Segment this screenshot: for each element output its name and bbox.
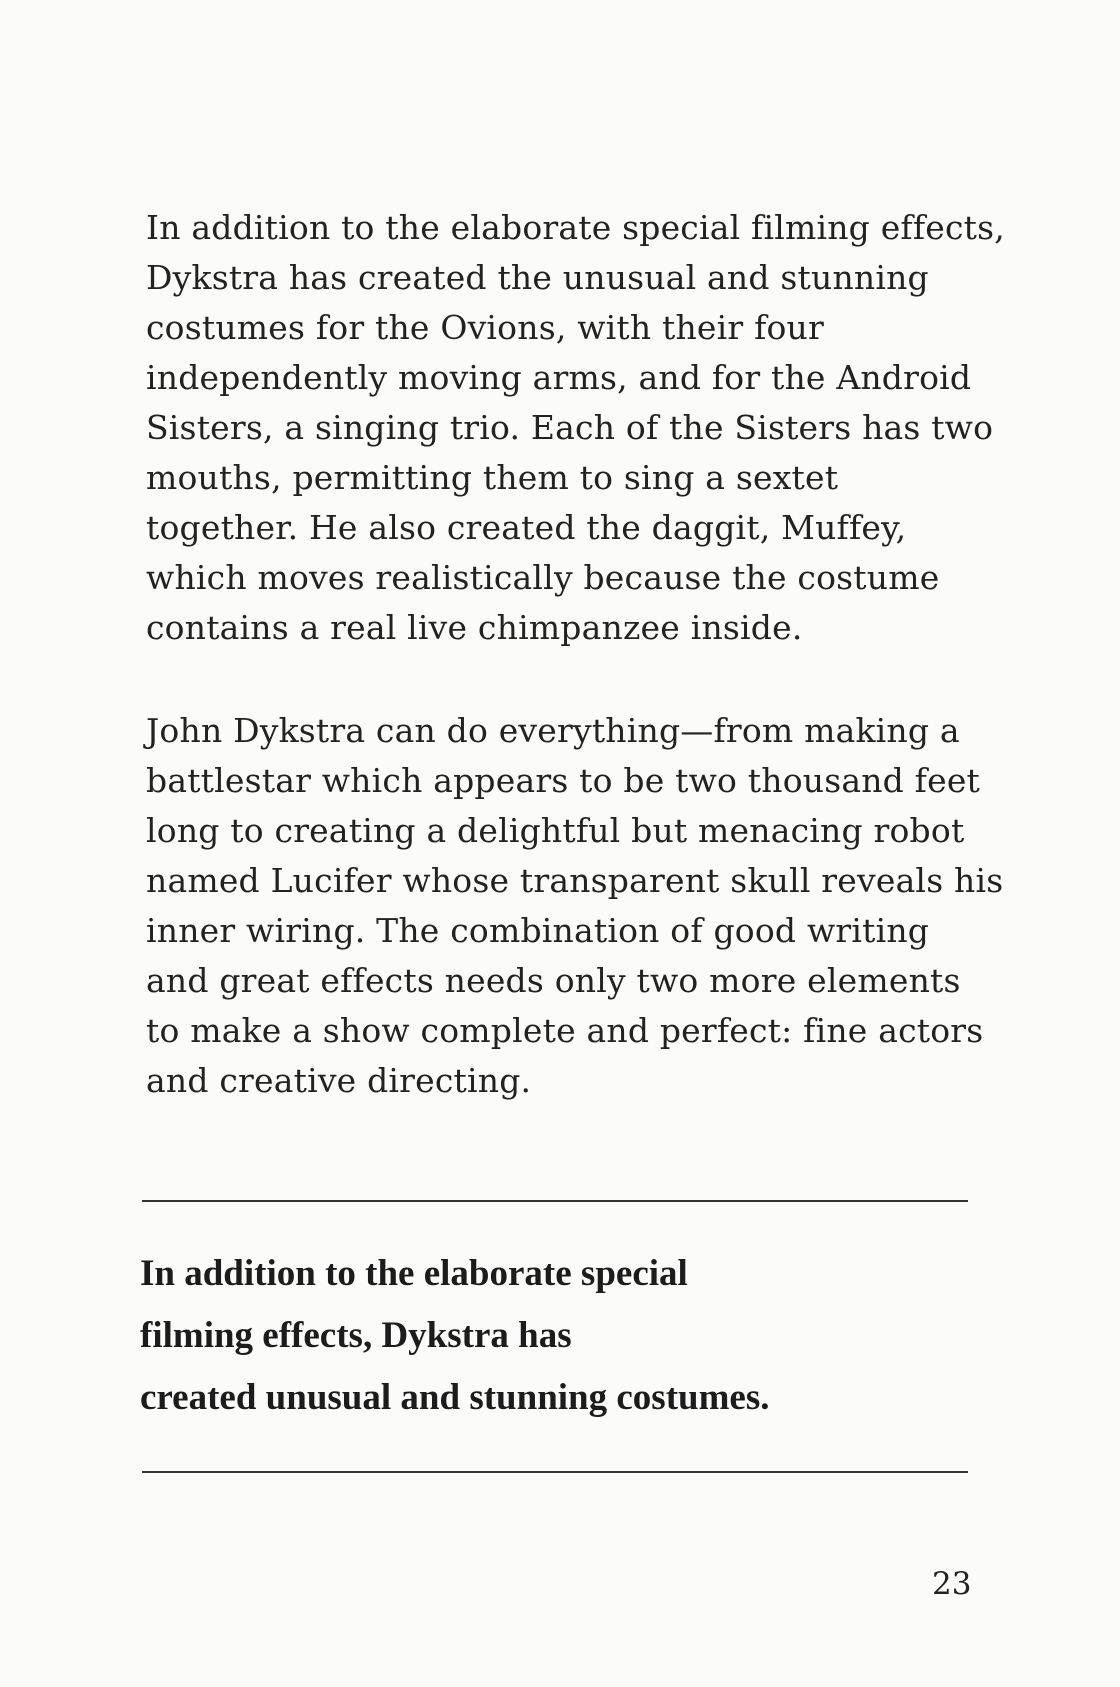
paragraph-line: Dykstra has created the unusual and stunning [146, 258, 929, 297]
paragraph-line: inner wiring. The combination of good writing [146, 911, 930, 950]
page-number: 23 [932, 1566, 972, 1602]
paragraph-line: independently moving arms, and for the Android [146, 358, 972, 397]
pull-quote-line: created unusual and stunning costumes. [140, 1377, 770, 1418]
paragraph-line: to make a show complete and perfect: fine actors [146, 1011, 984, 1050]
paragraph-line: and great effects needs only two more elements [146, 961, 961, 1000]
pull-quote-line: filming effects, Dykstra has [140, 1315, 572, 1356]
paragraph-line: which moves realistically because the costume [146, 558, 940, 597]
pull-quote-bottom-rule [142, 1471, 968, 1473]
paragraph-line: In addition to the elaborate special filming effects, [146, 208, 1005, 247]
paragraph-line: long to creating a delightful but menacing robot [146, 811, 965, 850]
paragraph-line: named Lucifer whose transparent skull reveals his [146, 861, 1004, 900]
pull-quote-line: In addition to the elaborate special [140, 1253, 688, 1294]
paragraph-line: Sisters, a singing trio. Each of the Sisters has two [146, 408, 994, 447]
paragraph-line: battlestar which appears to be two thousand feet [146, 761, 981, 800]
paragraph-line: contains a real live chimpanzee inside. [146, 608, 803, 647]
paragraph-line: and creative directing. [146, 1061, 532, 1100]
paragraph-line: John Dykstra can do everything—from making a [146, 711, 960, 750]
paragraph-line: costumes for the Ovions, with their four [146, 308, 824, 347]
paragraph-line: mouths, permitting them to sing a sextet [146, 458, 839, 497]
paragraph-line: together. He also created the daggit, Muffey, [146, 508, 907, 547]
pull-quote-top-rule [142, 1200, 968, 1202]
